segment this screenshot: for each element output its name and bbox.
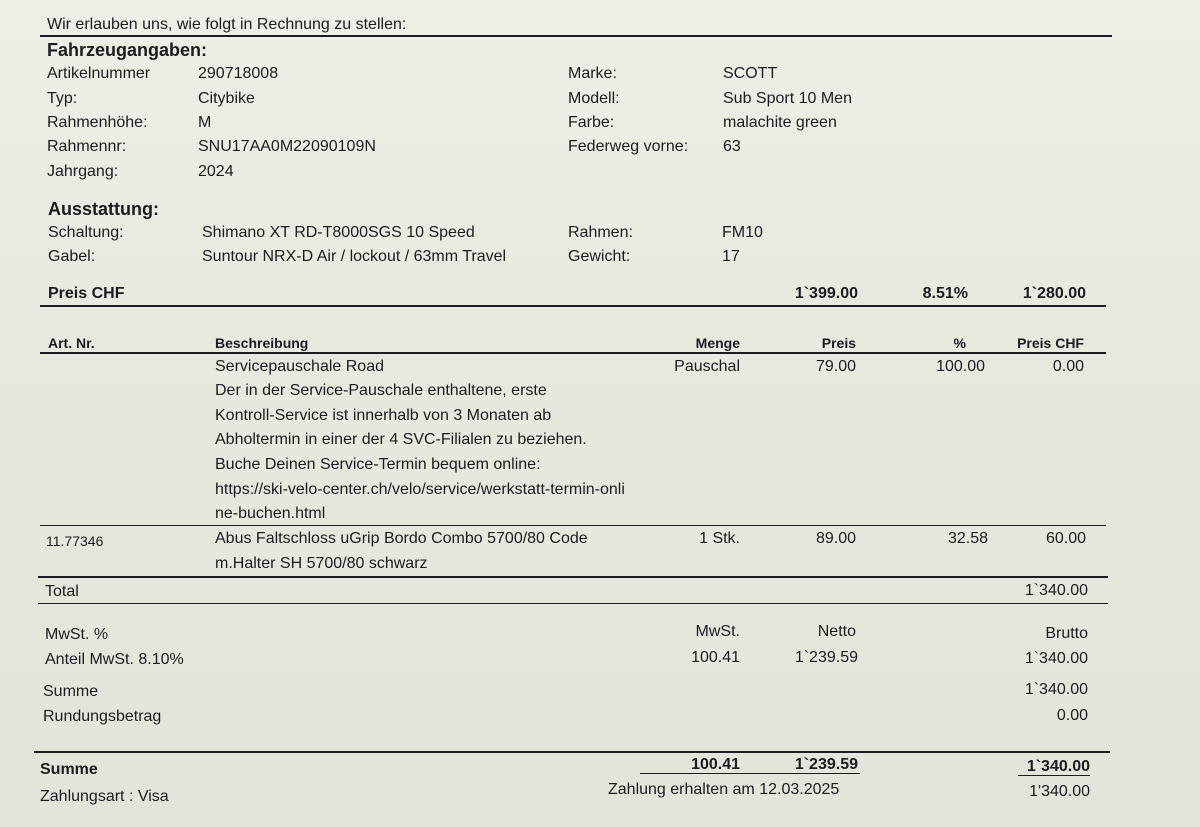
divider bbox=[38, 603, 1108, 604]
divider bbox=[1018, 775, 1090, 776]
rounding-value: 0.00 bbox=[1056, 707, 1088, 724]
vehicle-heading: Fahrzeugangaben: bbox=[47, 40, 208, 60]
equipment-value: Suntour NRX-D Air / lockout / 63mm Travel bbox=[202, 248, 507, 265]
vat-label: MwSt. % bbox=[45, 626, 109, 643]
vehicle-value: M bbox=[198, 114, 212, 131]
vat-col-netto: Netto bbox=[817, 623, 856, 640]
equipment-value: Shimano XT RD-T8000SGS 10 Speed bbox=[202, 224, 475, 241]
equipment-value: FM10 bbox=[722, 224, 763, 241]
vehicle-value: SNU17AA0M22090109N bbox=[198, 138, 376, 155]
divider bbox=[40, 305, 1106, 307]
row-desc-line: Der in der Service-Pauschale enthaltene, erste bbox=[215, 382, 547, 399]
final-mwst: 100.41 bbox=[691, 756, 740, 773]
vehicle-label: Modell: bbox=[568, 90, 620, 107]
header-price: Preis bbox=[821, 335, 856, 351]
price-row-label: Preis CHF bbox=[48, 285, 125, 302]
row-desc-line: ne-buchen.html bbox=[215, 505, 326, 522]
equipment-value: 17 bbox=[722, 248, 740, 265]
row-desc-line: m.Halter SH 5700/80 schwarz bbox=[215, 555, 428, 572]
row-desc-line: Kontroll-Service ist innerhalb von 3 Monaten ab bbox=[215, 407, 552, 424]
row-pct: 100.00 bbox=[936, 358, 985, 375]
row-desc-line: Buche Deinen Service-Termin bequem online: bbox=[215, 456, 541, 473]
vehicle-value: Citybike bbox=[198, 90, 255, 107]
price-row-total: 1`280.00 bbox=[1022, 285, 1086, 302]
payment-note: Zahlung erhalten am 12.03.2025 bbox=[608, 781, 840, 798]
vat-netto: 1`239.59 bbox=[794, 649, 858, 666]
vehicle-label: Jahrgang: bbox=[47, 163, 119, 180]
vehicle-value: Sub Sport 10 Men bbox=[723, 90, 852, 107]
vehicle-label: Artikelnummer bbox=[47, 65, 151, 82]
header-qty: Menge bbox=[695, 335, 740, 351]
equipment-label: Gabel: bbox=[48, 248, 96, 265]
row-pct: 32.58 bbox=[947, 530, 988, 547]
total-value: 1`340.00 bbox=[1024, 582, 1088, 599]
row-price: 89.00 bbox=[815, 530, 856, 547]
vehicle-label: Marke: bbox=[568, 65, 617, 82]
header-pct: % bbox=[953, 335, 966, 351]
header-chf: Preis CHF bbox=[1017, 335, 1084, 351]
equipment-label: Rahmen: bbox=[568, 224, 633, 241]
final-netto: 1`239.59 bbox=[794, 756, 858, 773]
divider bbox=[640, 773, 860, 774]
payment-amount: 1'340.00 bbox=[1029, 783, 1090, 800]
final-brutto: 1`340.00 bbox=[1026, 758, 1090, 775]
vehicle-label: Typ: bbox=[47, 90, 78, 107]
row-qty: 1 Stk. bbox=[699, 530, 740, 547]
row-art: 11.77346 bbox=[46, 533, 104, 549]
vehicle-label: Rahmennr: bbox=[47, 138, 127, 155]
row-chf: 0.00 bbox=[1052, 358, 1084, 375]
final-label: Summe bbox=[40, 761, 98, 778]
row-desc-line: Abholtermin in einer der 4 SVC-Filialen zu beziehen. bbox=[215, 431, 587, 448]
price-row-percent: 8.51% bbox=[922, 285, 968, 302]
vehicle-label: Rahmenhöhe: bbox=[47, 114, 148, 131]
row-desc-line: Abus Faltschloss uGrip Bordo Combo 5700/80 Code bbox=[215, 530, 588, 547]
divider bbox=[40, 35, 1112, 37]
divider bbox=[34, 751, 1110, 753]
row-price: 79.00 bbox=[815, 358, 856, 375]
vehicle-label: Federweg vorne: bbox=[568, 138, 689, 155]
vehicle-value: 290718008 bbox=[198, 65, 279, 82]
divider bbox=[38, 576, 1108, 578]
row-desc-line: Servicepauschale Road bbox=[215, 358, 384, 375]
vehicle-value: SCOTT bbox=[723, 65, 778, 82]
payment-method: Zahlungsart : Visa bbox=[40, 788, 169, 805]
rounding-label: Rundungsbetrag bbox=[43, 708, 162, 725]
vat-share-label: Anteil MwSt. 8.10% bbox=[45, 651, 184, 668]
divider bbox=[40, 525, 1106, 526]
equipment-label: Schaltung: bbox=[48, 224, 124, 241]
vat-brutto: 1`340.00 bbox=[1024, 650, 1088, 667]
row-chf: 60.00 bbox=[1045, 530, 1086, 547]
summe-label: Summe bbox=[43, 683, 99, 700]
price-row-price: 1`399.00 bbox=[794, 285, 858, 302]
equipment-label: Gewicht: bbox=[568, 248, 631, 265]
equipment-heading: Ausstattung: bbox=[48, 199, 159, 219]
header-desc: Beschreibung bbox=[215, 335, 309, 351]
row-desc-line: https://ski-velo-center.ch/velo/service/werkstatt-termin-onli bbox=[215, 481, 625, 498]
vehicle-value: 63 bbox=[723, 138, 741, 155]
divider bbox=[40, 352, 1106, 354]
row-qty: Pauschal bbox=[674, 358, 740, 375]
vat-mwst: 100.41 bbox=[691, 649, 740, 666]
vat-col-mwst: MwSt. bbox=[695, 623, 740, 640]
vehicle-value: 2024 bbox=[198, 163, 234, 180]
total-label: Total bbox=[45, 583, 79, 600]
summe-value: 1`340.00 bbox=[1024, 681, 1088, 698]
vat-col-brutto: Brutto bbox=[1045, 625, 1088, 642]
header-art: Art. Nr. bbox=[48, 335, 95, 351]
vehicle-label: Farbe: bbox=[568, 114, 615, 131]
vehicle-value: malachite green bbox=[723, 114, 837, 131]
intro-text: Wir erlauben uns, wie folgt in Rechnung zu stellen: bbox=[47, 16, 407, 33]
